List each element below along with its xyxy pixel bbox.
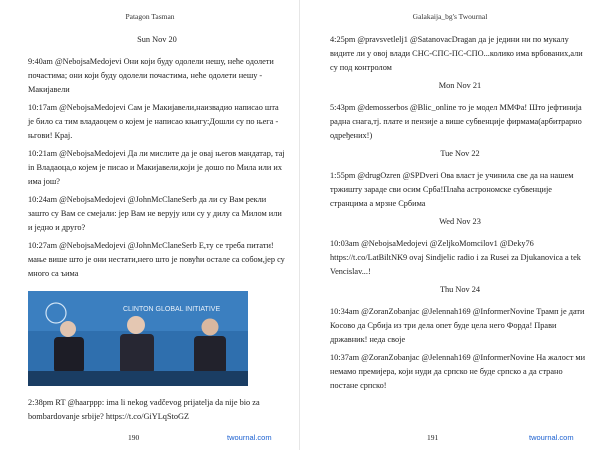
day-heading: Wed Nov 23: [439, 217, 481, 226]
right-page-content: [330, 33, 590, 397]
tweet-entry: 4:25pm @pravsvetlelj1 @SatanovacDragan да је једини ни по мукалу видите ли у овој влади СНС-СПС-ПС-СПО...колико има врбованих,али су под контролом: [330, 35, 583, 72]
tweet-entry: 2:38pm RT @haarppp: ima li nekog vadčevog prijatelja da nije bio za bombardovanje srbije? https://t.co/GiYLqStoGZ: [28, 398, 260, 421]
left-page-content: [28, 33, 286, 428]
running-header-left: Patagon Tasman: [125, 12, 175, 21]
page-number-right: 191: [427, 433, 439, 442]
footer-link-left[interactable]: twournal.com: [227, 433, 272, 442]
day-heading: Thu Nov 24: [439, 285, 481, 294]
day-heading: Sun Nov 20: [137, 35, 177, 44]
panel-discussion-photo: [28, 291, 248, 386]
embedded-photo: [28, 291, 248, 386]
tweet-entry: 10:37am @ZoranZobanjac @Jelennah169 @InformerNovine На жалост ми немамо премијера, који нуди да српско не буде српско а да страно постане српско!: [330, 353, 586, 390]
right-page: [300, 0, 600, 450]
day-heading: Mon Nov 21: [438, 81, 482, 90]
day-heading: Tue Nov 22: [440, 149, 480, 158]
tweet-entry: 9:40am @NebojsaMedojevi Oни који буду одолели нешу, неће одолети почастима; они који буду одолели почастима, неће одолети нешу - Макијавели: [28, 57, 274, 94]
running-header-right: Galakaija_bg's Twournal: [412, 12, 488, 21]
tweet-entry: 10:21am @NebojsaMedojevi Да ли мислите да је овај његов мандатар, тај in Владаоца,о којем је писао и Макијавели,који је дошо по Мила или их има још?: [28, 149, 285, 186]
photo-banner-text: CLINTON GLOBAL INITIATIVE: [123, 306, 221, 313]
tweet-entry: 10:24am @NebojsaMedojevi @JohnMcClaneSerb да ли су Вам рекли зашто су Вам се смејали: јер Вам не верују или су у дилу са Милом или и једно и друго?: [28, 195, 282, 232]
footer-link-right[interactable]: twournal.com: [529, 433, 574, 442]
tweet-entry: 5:43pm @demosserbos @Blic_online то је модел ММФа! Што јефтинија радна снага,тј. плате и пензије а више субвенције фирмама(арбитрарно одређених!): [330, 103, 582, 140]
tweet-entry: 10:34am @ZoranZobanjac @Jelennah169 @InformerNovine Трамп је дати Косово да Србија из три дела опет буде цела него Форда! Прави државник! неда своје: [330, 307, 585, 344]
page-number-left: 190: [128, 433, 140, 442]
tweet-entry: 1:55pm @drugOzren @SPDveri Ова власт је учинила све да на нашем тржишту зараде сви осим Срба!Плаћа астрономске субвенције странцима а мрзне Србима: [330, 171, 574, 208]
tweet-entry: 10:17am @NebojsaMedojevi Сам је Макијавели,наизвадио написао шта је било са тим владаоцем о којем је написао књигу:Дошли су по њега - њгови! Крај.: [28, 103, 279, 140]
tweet-entry: 10:03am @NebojsaMedojevi @ZeljkoMomcilov1 @Deky76 https://t.co/LatBiltNK9 ovaj Sindjelic radio i za Rusei za Djukanovica a tek Vencislav...!: [330, 239, 581, 276]
tweet-entry: 10:27am @NebojsaMedojevi @JohnMcClaneSerb Е,ту се треба питати! мање више што је они нестати,него што је повући остале са собом,јер су много са ъима: [28, 241, 285, 278]
